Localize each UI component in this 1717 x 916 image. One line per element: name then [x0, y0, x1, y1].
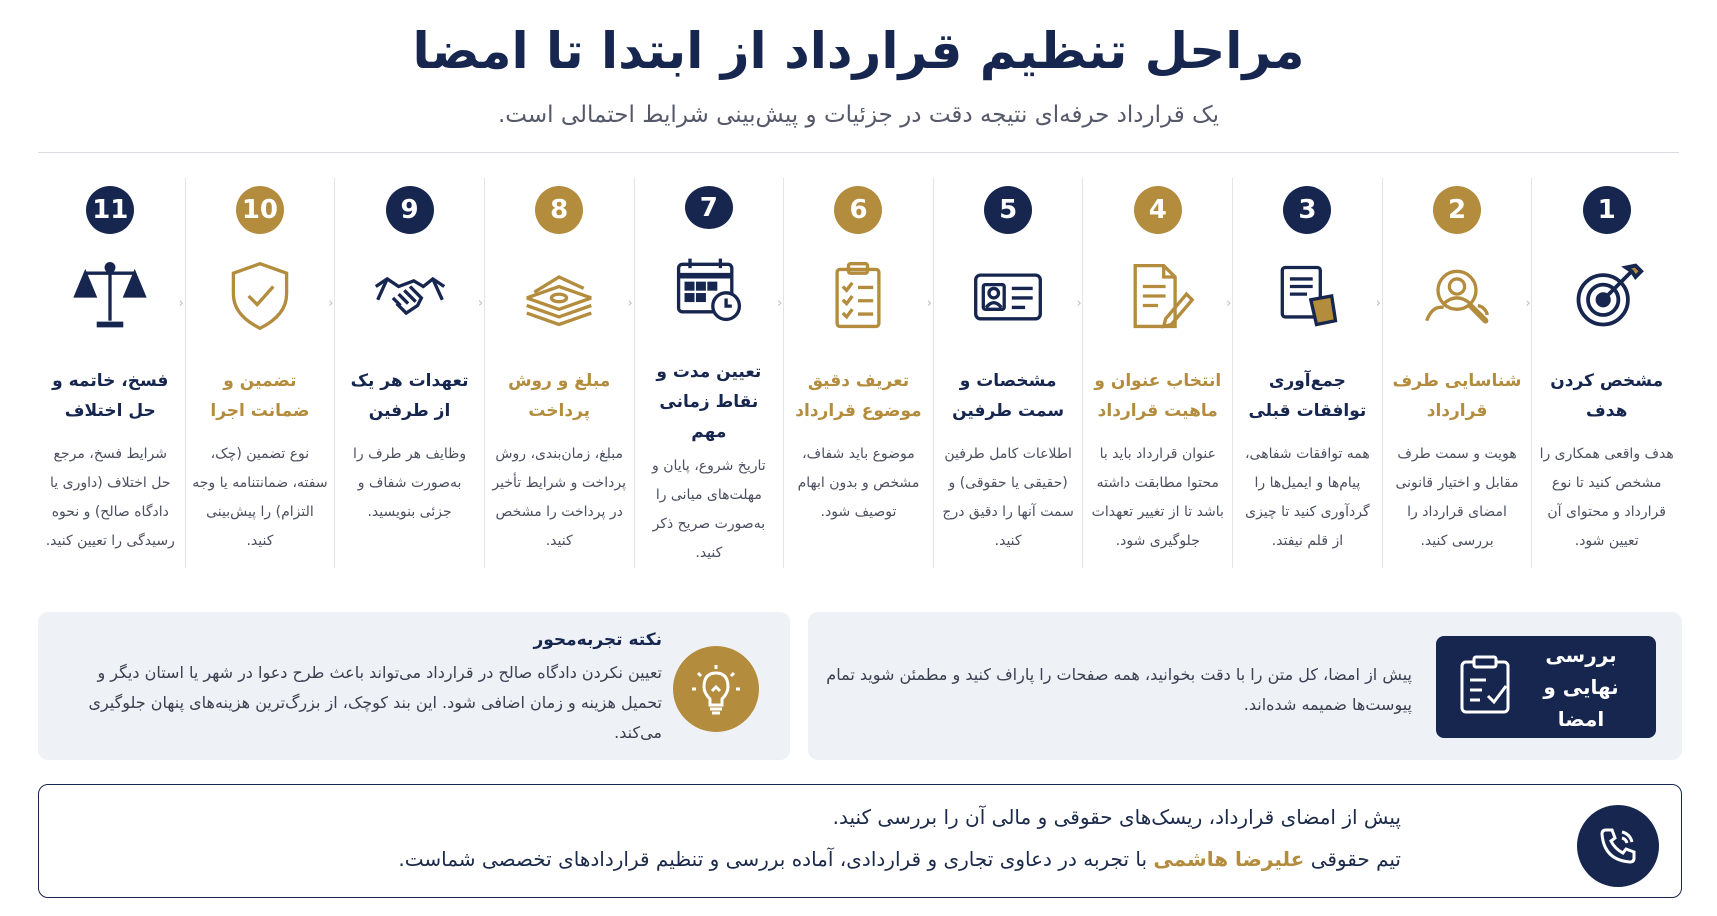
calendar-clock-icon: [661, 251, 757, 327]
step-8: [477, 178, 634, 568]
step-1: [1525, 178, 1681, 568]
contact-line-2: [398, 847, 1401, 871]
step-title: تعهدات هر یک از طرفین: [350, 371, 469, 421]
step-title: تعریف دقیق موضوع قرارداد: [795, 371, 922, 421]
step-description: هویت و سمت طرف مقابل و اختیار قانونی امضای قرارداد را بررسی کنید.: [1395, 446, 1519, 549]
step-description: شرایط فسخ، مرجع حل اختلاف (داوری یا دادگاه صالح) و نحوه رسیدگی را تعیین کنید.: [45, 446, 175, 549]
final-review-title: بررسی نهایی و امضا: [1543, 643, 1619, 731]
tip-text: تعیین نکردن دادگاه صالح در قرارداد می‌تواند باعث طرح دعوا در شهر یا استان دیگر و تحمیل هزینه و زمان اضافی شود. این بند کوچک، از بزرگ‌ترین هزینه‌های پنهان جلوگیری می‌کند.: [88, 663, 662, 742]
step-title: مبلغ و روش پرداخت: [508, 371, 611, 421]
final-review-panel: [808, 612, 1682, 760]
documents-icon: [1259, 256, 1355, 336]
step-11: [36, 178, 185, 568]
step-number: 1: [1583, 186, 1631, 234]
chevron-left-icon: ‹: [926, 296, 932, 311]
step-number: 8: [535, 186, 583, 234]
step-4: [1076, 178, 1232, 568]
step-title: شناسایی طرف قرارداد: [1392, 371, 1522, 421]
lawyer-name: علیرضا هاشمی: [1153, 847, 1305, 871]
handshake-icon: [362, 256, 458, 336]
step-title: تعیین مدت و نقاط زمانی مهم: [656, 362, 762, 443]
chevron-left-icon: ‹: [328, 296, 334, 311]
scales-icon: [62, 256, 158, 336]
clipboard-check-icon: [1456, 654, 1514, 720]
step-description: وظایف هر طرف را به‌صورت شفاف و جزئی بنویسید.: [353, 446, 467, 520]
contact-line-2-start: تیم حقوقی: [1310, 847, 1401, 871]
final-review-text: پیش از امضا، کل متن را با دقت بخوانید، همه صفحات را پاراف کنید و مطمئن شوید تمام پیوست‌ها ضمیمه شده‌اند.: [826, 665, 1412, 714]
step-number: 10: [236, 186, 284, 234]
target-icon: [1559, 256, 1655, 336]
chevron-left-icon: ‹: [477, 296, 484, 311]
contact-line-1: پیش از امضای قرارداد، ریسک‌های حقوقی و مالی آن را بررسی کنید.: [832, 805, 1401, 829]
step-7: [627, 178, 784, 568]
step-3: [1226, 178, 1382, 568]
shield-check-icon: [212, 256, 308, 336]
step-number: 2: [1433, 186, 1481, 234]
person-search-icon: [1409, 256, 1505, 336]
id-card-icon: [960, 256, 1056, 336]
document-edit-icon: [1110, 256, 1206, 336]
phone-icon[interactable]: [1577, 805, 1659, 887]
chevron-left-icon: ‹: [1375, 296, 1381, 311]
final-review-badge: [1436, 636, 1656, 738]
step-title: تضمین و ضمانت اجرا: [210, 371, 310, 421]
step-title: انتخاب عنوان و ماهیت قرارداد: [1094, 371, 1222, 421]
step-title: مشخص کردن هدف: [1550, 371, 1664, 421]
step-description: هدف واقعی همکاری را مشخص کنید تا نوع قرارداد و محتوای آن تعیین شود.: [1539, 446, 1674, 549]
chevron-left-icon: ‹: [777, 296, 783, 311]
page-subtitle: یک قرارداد حرفه‌ای نتیجه دقت در جزئیات و پیش‌بینی شرایط احتمالی است.: [497, 102, 1220, 128]
page-title: مراحل تنظیم قرارداد از ابتدا تا امضا: [412, 22, 1305, 80]
step-description: تاریخ شروع، پایان و مهلت‌های میانی را به‌صورت صریح ذکر کنید.: [652, 458, 766, 561]
step-description: عنوان قرارداد باید با محتوا مطابقت داشته باشد تا از تغییر تعهدات جلوگیری شود.: [1091, 446, 1224, 549]
step-description: موضوع باید شفاف، مشخص و بدون ابهام توصیف شود.: [797, 446, 920, 520]
step-title: مشخصات و سمت طرفین: [952, 371, 1065, 421]
money-stack-icon: [511, 256, 607, 336]
step-number: 11: [86, 186, 134, 234]
chevron-left-icon: ‹: [1076, 296, 1082, 311]
step-number: 3: [1283, 186, 1331, 234]
steps-row: [36, 178, 1681, 568]
chevron-left-icon: ‹: [1525, 296, 1531, 311]
step-description: نوع تضمین (چک، سفته، ضمانتنامه یا وجه التزام) را پیش‌بینی کنید.: [192, 446, 328, 549]
lightbulb-icon: [673, 646, 759, 732]
checklist-icon: [810, 256, 906, 336]
step-5: [926, 178, 1083, 568]
step-description: اطلاعات کامل طرفین (حقیقی یا حقوقی) و سمت آنها را دقیق درج کنید.: [942, 446, 1074, 549]
step-title: جمع‌آوری توافقات قبلی: [1248, 371, 1367, 421]
tip-panel: [38, 612, 790, 760]
step-number: 7: [685, 186, 733, 229]
divider: [38, 152, 1679, 153]
tip-title: نکته تجربه‌محور: [533, 630, 662, 650]
chevron-left-icon: ‹: [1226, 296, 1232, 311]
step-number: 6: [834, 186, 882, 234]
step-10: [178, 178, 335, 568]
chevron-left-icon: ‹: [627, 296, 633, 311]
contact-line-2-end: با تجربه در دعاوی تجاری و قراردادی، آماده بررسی و تنظیم قراردادهای تخصصی شماست.: [398, 847, 1148, 871]
step-description: مبلغ، زمان‌بندی، روش پرداخت و شرایط تأخیر در پرداخت را مشخص کنید.: [492, 446, 626, 549]
step-2: [1375, 178, 1532, 568]
step-number: 9: [386, 186, 434, 234]
step-number: 5: [984, 186, 1032, 234]
step-number: 4: [1134, 186, 1182, 234]
step-9: [328, 178, 484, 568]
contact-banner: [38, 784, 1682, 898]
step-description: همه توافقات شفاهی، پیام‌ها و ایمیل‌ها را گردآوری کنید تا چیزی از قلم نیفتد.: [1245, 446, 1370, 549]
chevron-left-icon: ‹: [178, 296, 184, 311]
step-title: فسخ، خاتمه و حل اختلاف: [52, 371, 169, 421]
step-6: [777, 178, 933, 568]
